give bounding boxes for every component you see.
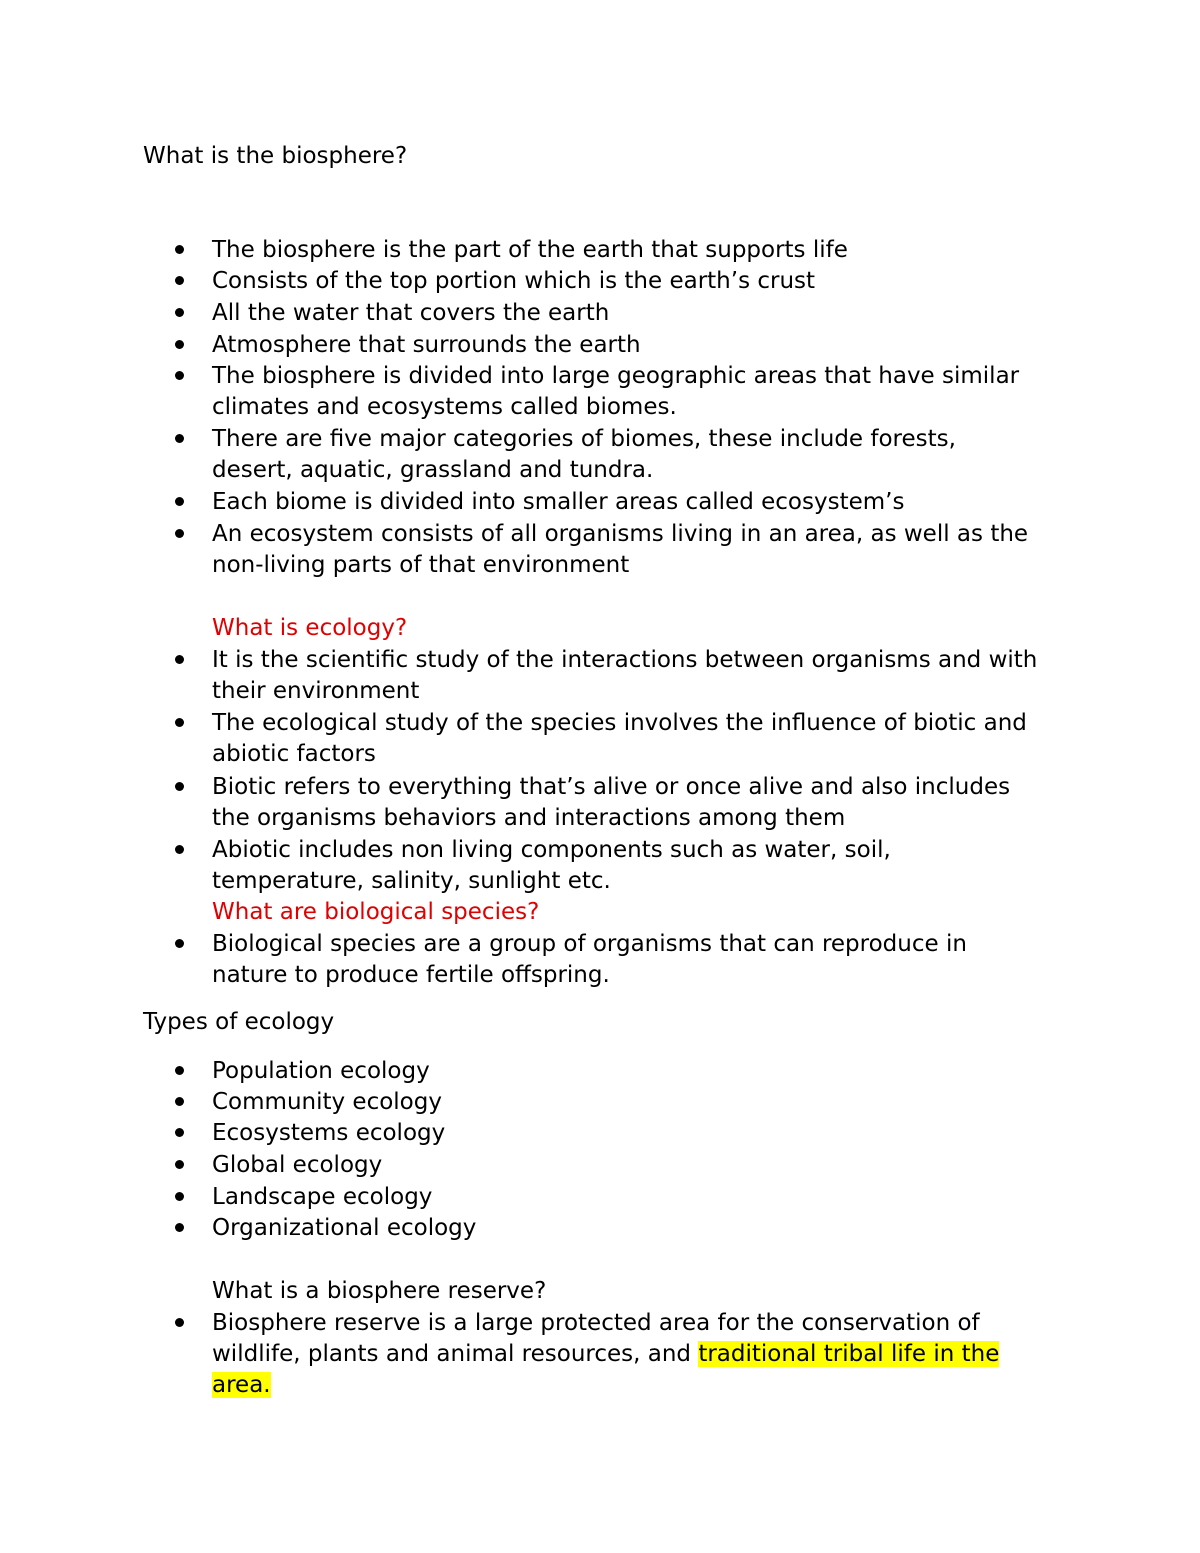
bullet-icon	[175, 1160, 184, 1169]
species-heading: What are biological species?	[212, 899, 540, 925]
ecology-heading: What is ecology?	[212, 615, 408, 641]
list-item: An ecosystem consists of all organisms living in an area, as well as the	[212, 521, 1029, 547]
list-item-continuation	[212, 1338, 999, 1370]
list-item-continuation: climates and ecosystems called biomes.	[212, 394, 677, 420]
list-item-continuation: their environment	[212, 678, 420, 704]
bullet-icon	[175, 276, 184, 285]
bullet-icon	[175, 245, 184, 254]
list-item: There are five major categories of biomes, these include forests,	[212, 426, 956, 452]
list-item: Biosphere reserve is a large protected area for the conservation of	[212, 1310, 980, 1336]
list-item-continuation: the organisms behaviors and interactions among them	[212, 805, 846, 831]
highlighted-text: area.	[212, 1372, 271, 1398]
bullet-icon	[175, 497, 184, 506]
list-item-continuation: abiotic factors	[212, 741, 376, 767]
list-item: Community ecology	[212, 1089, 442, 1115]
list-item: It is the scientific study of the interactions between organisms and with	[212, 647, 1038, 673]
list-item: All the water that covers the earth	[212, 300, 610, 326]
list-item: Consists of the top portion which is the earth’s crust	[212, 268, 816, 294]
bullet-icon	[175, 1128, 184, 1137]
bullet-icon	[175, 434, 184, 443]
bullet-icon	[175, 1223, 184, 1232]
reserve-heading: What is a biosphere reserve?	[212, 1278, 547, 1304]
list-item: Organizational ecology	[212, 1215, 477, 1241]
list-item-continuation: temperature, salinity, sunlight etc.	[212, 868, 611, 894]
bullet-icon	[175, 1066, 184, 1075]
list-item-continuation	[212, 1369, 271, 1401]
bullet-icon	[175, 308, 184, 317]
list-item-text: wildlife, plants and animal resources, and	[212, 1341, 699, 1367]
list-item-continuation: non-living parts of that environment	[212, 552, 630, 578]
bullet-icon	[175, 529, 184, 538]
bullet-icon	[175, 655, 184, 664]
bullet-icon	[175, 1192, 184, 1201]
types-heading: Types of ecology	[143, 1009, 335, 1035]
bullet-icon	[175, 1097, 184, 1106]
bullet-icon	[175, 939, 184, 948]
bullet-icon	[175, 1318, 184, 1327]
list-item: Population ecology	[212, 1058, 430, 1084]
bullet-icon	[175, 782, 184, 791]
list-item: The biosphere is the part of the earth that supports life	[212, 237, 848, 263]
bullet-icon	[175, 371, 184, 380]
biosphere-heading: What is the biosphere?	[143, 143, 408, 169]
bullet-icon	[175, 845, 184, 854]
list-item-continuation: desert, aquatic, grassland and tundra.	[212, 457, 654, 483]
list-item: Ecosystems ecology	[212, 1120, 446, 1146]
list-item: The ecological study of the species involves the influence of biotic and	[212, 710, 1027, 736]
highlighted-text: traditional tribal life in the	[698, 1341, 1000, 1367]
list-item: Abiotic includes non living components such as water, soil,	[212, 837, 891, 863]
list-item: Landscape ecology	[212, 1184, 433, 1210]
list-item: Biotic refers to everything that’s alive or once alive and also includes	[212, 774, 1011, 800]
list-item-continuation: nature to produce fertile offspring.	[212, 962, 610, 988]
list-item: Atmosphere that surrounds the earth	[212, 332, 641, 358]
list-item: Each biome is divided into smaller areas called ecosystem’s	[212, 489, 905, 515]
list-item: Biological species are a group of organisms that can reproduce in	[212, 931, 967, 957]
list-item: Global ecology	[212, 1152, 383, 1178]
list-item: The biosphere is divided into large geographic areas that have similar	[212, 363, 1020, 389]
bullet-icon	[175, 718, 184, 727]
bullet-icon	[175, 340, 184, 349]
